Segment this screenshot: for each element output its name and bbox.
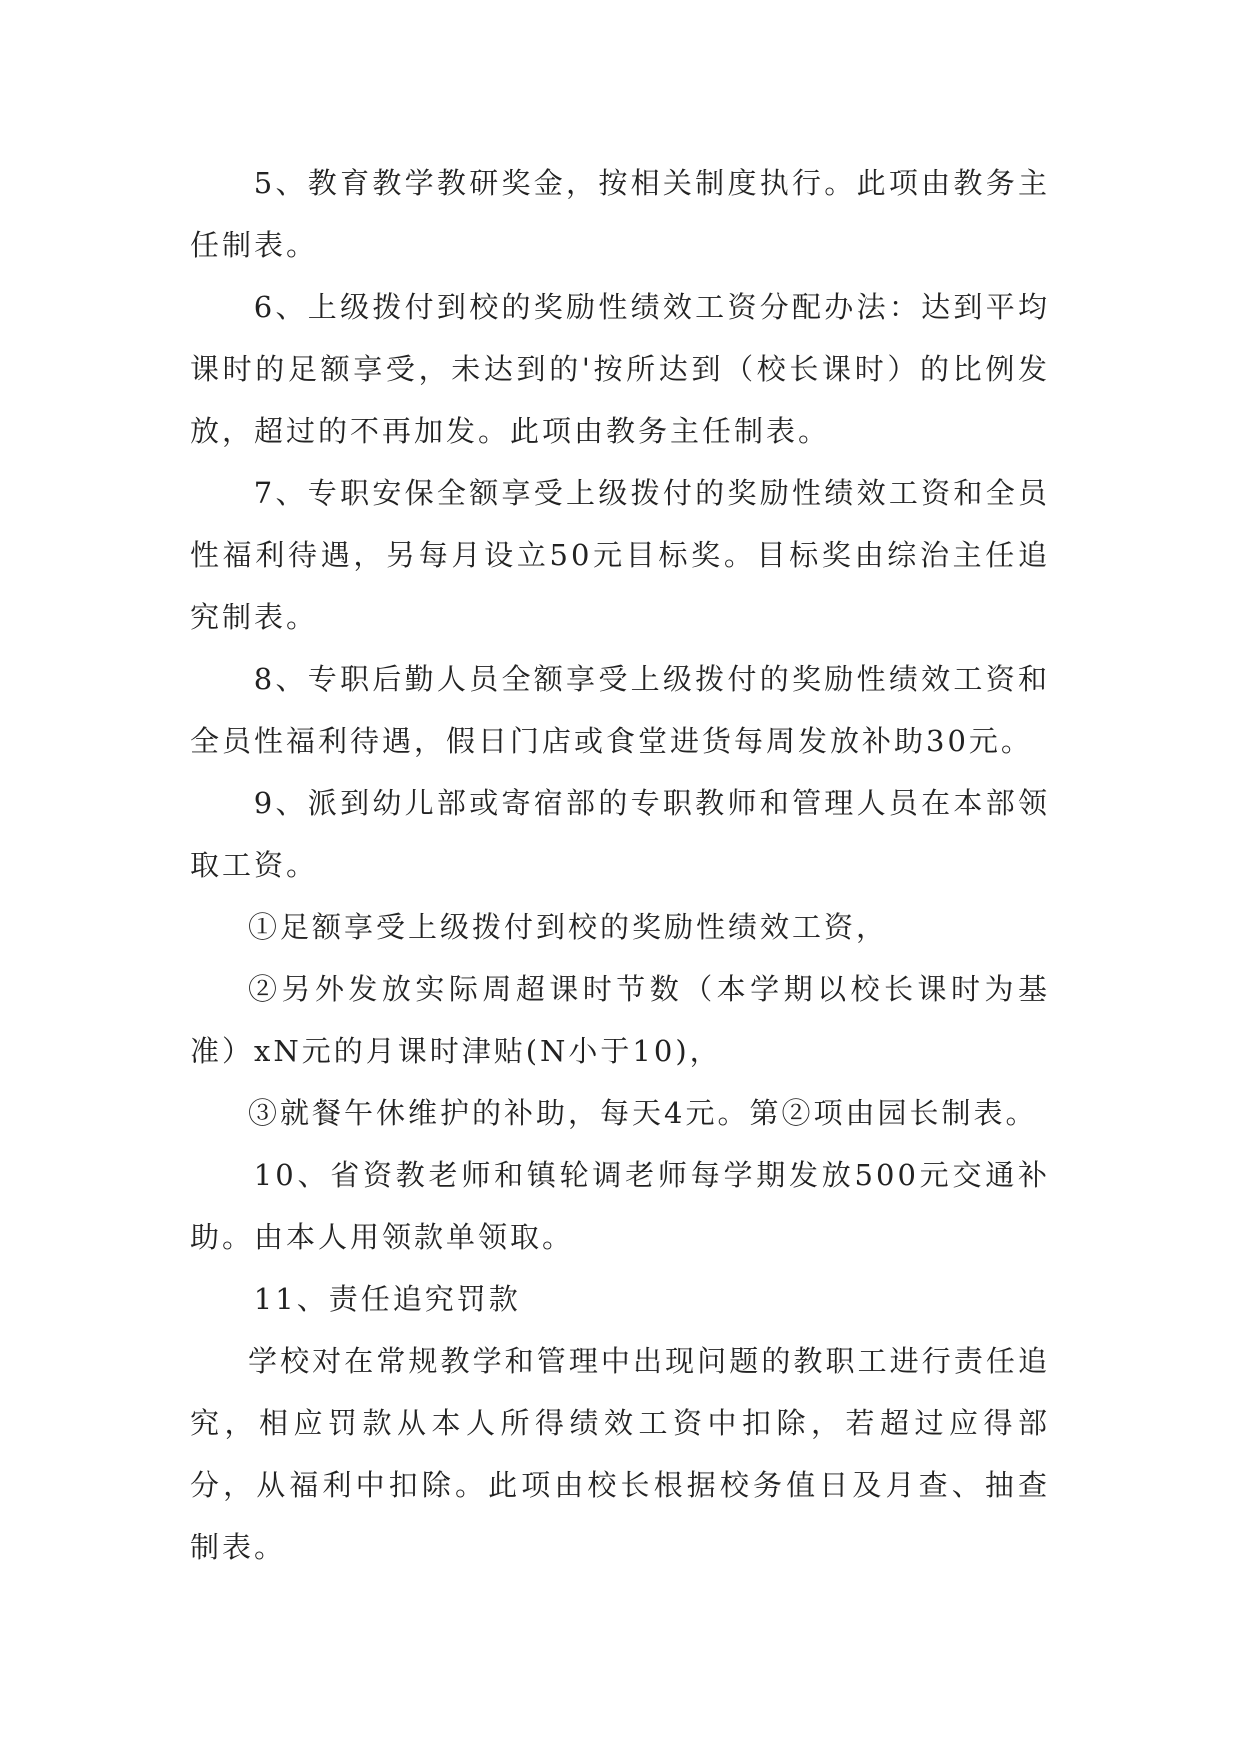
paragraph-item-9: 9、派到幼儿部或寄宿部的专职教师和管理人员在本部领取工资。 xyxy=(190,786,1050,882)
paragraph-item-5: 5、教育教学教研奖金，按相关制度执行。此项由教务主任制表。 xyxy=(190,166,1050,262)
paragraph-item-7: 7、专职安保全额享受上级拨付的奖励性绩效工资和全员性福利待遇，另每月设立50元目标奖。目标奖由综治主任追究制表。 xyxy=(190,476,1050,634)
paragraph-item-10: 10、省资教老师和镇轮调老师每学期发放500元交通补助。由本人用领款单领取。 xyxy=(190,1158,1050,1254)
paragraph-item-11: 11、责任追究罚款 xyxy=(253,1282,521,1316)
paragraph-item-11-body: 学校对在常规教学和管理中出现问题的教职工进行责任追究，相应罚款从本人所得绩效工资中扣除，若超过应得部分，从福利中扣除。此项由校长根据校务值日及月查、抽查制表。 xyxy=(190,1344,1050,1564)
paragraph-item-6: 6、上级拨付到校的奖励性绩效工资分配办法：达到平均课时的足额享受，未达到的'按所达到（校长课时）的比例发放，超过的不再加发。此项由教务主任制表。 xyxy=(190,290,1050,448)
paragraph-subitem-1: ①足额享受上级拨付到校的奖励性绩效工资， xyxy=(248,910,889,944)
document-body xyxy=(190,152,1050,1578)
paragraph-subitem-3: ③就餐午休维护的补助，每天4元。第②项由园长制表。 xyxy=(248,1096,1038,1130)
paragraph-subitem-2: ②另外发放实际周超课时节数（本学期以校长课时为基准）xN元的月课时津贴(N小于10)， xyxy=(190,972,1050,1068)
paragraph-item-8: 8、专职后勤人员全额享受上级拨付的奖励性绩效工资和全员性福利待遇，假日门店或食堂进货每周发放补助30元。 xyxy=(190,662,1050,758)
